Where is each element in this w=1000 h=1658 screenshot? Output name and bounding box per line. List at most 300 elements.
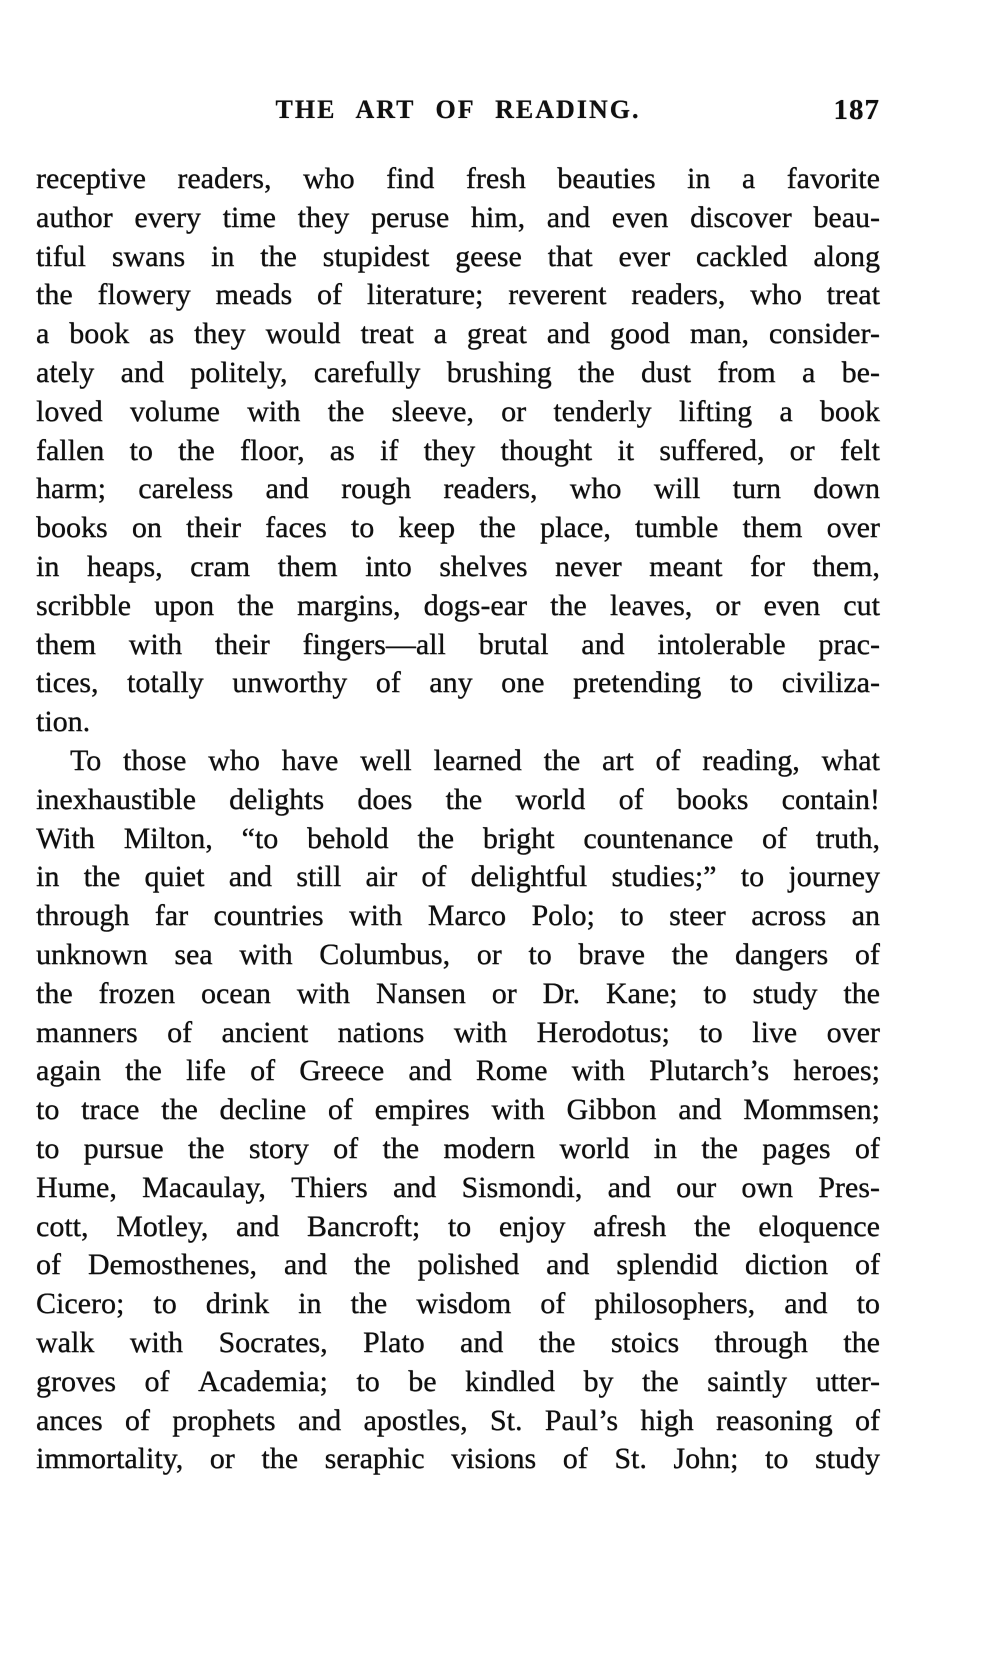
page-body [36,160,880,1479]
word: to [350,511,375,545]
word: their [214,627,270,661]
word: the [83,860,121,894]
word: story [248,1131,309,1165]
word: of [855,1248,880,1282]
word: an [851,899,880,933]
word: behold [306,821,389,855]
word: to [129,433,153,467]
text-line [36,1246,880,1285]
text-line [36,1208,880,1247]
word: favorite [786,162,880,195]
word: who [208,743,260,777]
word: well [360,743,412,777]
word: unworthy [232,666,348,700]
word: the [237,588,274,622]
word: philosophers, [594,1287,756,1321]
word: or [789,433,815,467]
word: ately [36,355,95,389]
word: with [348,899,403,933]
word: learned [433,743,522,777]
word: in [36,549,60,583]
word: swans [111,239,186,273]
word: live [752,1015,798,1049]
word: with [571,1054,625,1088]
word: through [714,1325,808,1359]
word: or [476,937,502,971]
word: they [297,200,350,234]
word: cott, [36,1209,89,1243]
word: shelves [439,549,528,583]
word: visions [451,1442,537,1476]
word: with [247,394,301,428]
word: the [641,1364,679,1398]
word: and [546,317,591,351]
word: study [814,1442,880,1476]
word: good [609,317,670,351]
word: to [620,899,644,933]
word: suffered, [659,433,765,467]
word: of [167,1015,193,1049]
word: the [260,239,297,273]
word: afresh [593,1209,667,1243]
word: fingers—all [302,627,446,661]
word: readers, [631,278,726,312]
word: Motley, [116,1209,209,1243]
word: or [715,588,741,622]
word: book [819,394,880,428]
paragraph [36,160,880,742]
paragraph [36,742,880,1479]
word: with [296,976,351,1010]
word: delightful [470,860,588,894]
word: and [546,200,591,234]
word: sleeve, [391,394,474,428]
word: of [854,1403,880,1437]
word: kindled [465,1364,556,1398]
word: who [302,162,355,195]
word: the [843,976,880,1010]
word: to [153,1287,177,1321]
word: the [382,1131,420,1165]
word: fallen [36,433,105,467]
word: to [528,937,552,971]
word: again [36,1054,101,1088]
word: discover [690,200,792,234]
word: beau- [813,200,880,234]
word: Demosthenes, [87,1248,257,1282]
word: and [607,1170,651,1204]
text-line [36,509,880,548]
word: with [129,1325,184,1359]
word: to [856,1287,880,1321]
word: the [178,433,215,467]
word: in [298,1287,322,1321]
word: and [784,1287,828,1321]
text-line [36,276,880,315]
word: the [417,821,455,855]
word: in [36,860,60,894]
word: the [36,278,73,312]
text-line [36,781,880,820]
word: totally [127,666,204,700]
word: scribble [36,588,131,622]
word: if [380,433,399,467]
word: readers, [443,472,538,506]
text-line [36,1130,880,1169]
word: the [161,1093,198,1127]
text-line: tion. [36,705,91,739]
text-line [36,1014,880,1053]
word: the [327,394,365,428]
word: world [559,1131,630,1165]
word: to [36,1093,60,1127]
word: steer [669,899,726,933]
word: to [447,1209,472,1243]
text-line [36,820,880,859]
word: book [69,317,130,351]
word: or [491,976,517,1010]
word: geese [455,239,522,273]
word: receptive [36,162,146,195]
word: and [265,472,309,506]
word: by [583,1364,614,1398]
word: delights [229,782,325,816]
word: who [750,278,802,312]
word: literature; [366,278,484,312]
word: a [779,394,793,428]
word: upon [154,588,215,622]
word: life [185,1054,226,1088]
word: with [239,937,293,971]
word: fresh [465,162,526,195]
text-line [36,393,880,432]
word: rough [341,472,412,506]
word: have [281,743,339,777]
word: thought [500,433,593,467]
word: great [466,317,527,351]
word: tiful [36,239,86,273]
word: faces [265,511,327,545]
word: prac- [818,627,880,661]
word: brutal [478,627,549,661]
word: to [36,1131,60,1165]
word: him, [470,200,526,234]
word: enjoy [498,1209,566,1243]
text-line [36,858,880,897]
word: the [701,1131,738,1165]
word: of [316,278,342,312]
word: drink [205,1287,270,1321]
word: of [250,1054,276,1088]
word: modern [443,1131,536,1165]
word: the [671,937,709,971]
word: ances [36,1403,103,1437]
word: eloquence [758,1209,880,1243]
word: of [144,1364,170,1398]
word: bright [482,821,555,855]
word: them [36,627,96,661]
word: one [501,666,545,700]
word: the [350,1287,388,1321]
word: art [602,743,634,777]
word: countenance [583,821,734,855]
word: carefully [313,355,421,389]
word: Kane; [605,976,678,1010]
running-head [36,92,880,128]
word: those [123,743,187,777]
word: cram [190,549,251,583]
text-line [36,897,880,936]
word: loved [36,394,103,428]
text-line [36,199,880,238]
word: ocean [200,976,271,1010]
word: quiet [144,860,205,894]
word: never [555,549,622,583]
word: on [131,511,162,545]
word: dangers [734,937,829,971]
text-line [36,1402,880,1441]
word: over [826,1015,880,1049]
word: and [283,1248,328,1282]
word: even [763,588,821,622]
word: a [36,317,50,351]
word: air [365,860,398,894]
word: and [546,1248,590,1282]
word: cut [843,588,880,622]
word: far [154,899,189,933]
word: splendid [616,1248,718,1282]
word: truth, [815,821,880,855]
word: high [640,1403,694,1437]
text-line [36,936,880,975]
word: Socrates, [218,1325,328,1359]
word: Dr. [542,976,581,1010]
word: or [501,394,527,428]
word: the [261,1442,299,1476]
text-line [36,432,880,471]
word: over [826,511,880,545]
word: own [741,1170,794,1204]
word: of [540,1287,566,1321]
text-line [36,975,880,1014]
word: that [547,239,593,273]
word: who [569,472,622,506]
word: tenderly [553,394,652,428]
word: the [479,511,516,545]
word: inexhaustible [36,782,196,816]
word: Cicero; [36,1287,125,1321]
word: Herodotus; [536,1015,670,1049]
word: stoics [610,1325,680,1359]
text-line [36,160,880,199]
word: polished [417,1248,520,1282]
text-line [36,1285,880,1324]
word: Bancroft; [306,1209,421,1243]
word: ancient [221,1015,309,1049]
word: Nansen [375,976,466,1010]
word: the [843,1325,880,1359]
word: tices, [36,666,99,700]
word: intolerable [657,627,786,661]
word: the [125,1054,162,1088]
text-line [36,470,880,509]
word: pretending [572,666,702,700]
word: Sismondi, [461,1170,583,1204]
word: will [653,472,701,506]
word: of [124,1403,150,1437]
word: time [222,200,276,234]
word: into [365,549,412,583]
word: and [120,355,164,389]
text-line [36,742,880,781]
text-line [36,664,880,703]
word: flowery [97,278,191,312]
word: beauties [557,162,656,195]
word: of [618,782,644,816]
text-line [36,548,880,587]
word: Marco [427,899,507,933]
word: studies;” [611,860,717,894]
word: and [460,1325,504,1359]
word: down [813,472,880,506]
word: they [194,317,246,351]
word: the [187,1131,225,1165]
word: and [392,1170,437,1204]
word: turn [732,472,781,506]
word: walk [36,1325,95,1359]
word: them [742,511,803,545]
word: floor, [239,433,305,467]
word: books [676,782,749,816]
word: the [445,782,483,816]
word: margins, [296,588,401,622]
word: or [209,1442,235,1476]
word: brave [578,937,645,971]
word: across [751,899,827,933]
word: world [515,782,586,816]
word: as [329,433,355,467]
word: diction [744,1248,829,1282]
word: Plutarch’s [649,1054,770,1088]
word: reasoning [716,1403,833,1437]
word: man, [689,317,749,351]
word: trace [81,1093,140,1127]
word: meads [215,278,293,312]
word: and [235,1209,280,1243]
word: pages [762,1131,831,1165]
word: and [228,860,273,894]
word: empires [374,1093,470,1127]
word: of [375,666,401,700]
word: pursue [83,1131,164,1165]
word: consider- [768,317,880,351]
word: Academia; [197,1364,328,1398]
word: and [581,627,625,661]
text-line [36,1363,880,1402]
word: Milton, [123,821,213,855]
word: the [543,743,581,777]
word: books [36,511,108,545]
word: Columbus, [319,937,451,971]
text-line [36,587,880,626]
word: of [854,937,880,971]
word: every [134,200,201,234]
word: Pres- [818,1170,880,1204]
word: stupidest [322,239,430,273]
word: apostles, [363,1403,468,1437]
text-line [36,1169,880,1208]
word: harm; [36,472,106,506]
word: saintly [707,1364,788,1398]
word: in [211,239,235,273]
word: nations [337,1015,425,1049]
word: Paul’s [544,1403,619,1437]
word: felt [839,433,880,467]
word: their [186,511,241,545]
word: with [491,1093,545,1127]
word: does [357,782,413,816]
word: a [801,355,816,389]
word: treat [360,317,414,351]
word: any [429,666,473,700]
word: keep [398,511,456,545]
word: through [36,899,130,933]
word: Mommsen; [743,1093,880,1127]
text-line [36,315,880,354]
word: the [694,1209,731,1243]
word: our [676,1170,717,1204]
word: a [741,162,756,195]
word: of [655,743,681,777]
text-line [36,1324,880,1363]
word: careless [138,472,234,506]
word: With [36,821,95,855]
word: manners [36,1015,138,1049]
word: Plato [362,1325,425,1359]
word: St. [489,1403,523,1437]
word: civiliza- [781,666,880,700]
word: of [762,821,788,855]
word: brushing [446,355,552,389]
word: along [813,239,880,273]
word: it [617,433,634,467]
word: tumble [634,511,719,545]
word: place, [540,511,611,545]
word: study [752,976,818,1010]
word: of [333,1131,359,1165]
word: journey [788,860,880,894]
word: from [717,355,776,389]
word: To [70,743,102,777]
word: utter- [815,1364,880,1398]
word: reverent [508,278,607,312]
word: the [354,1248,391,1282]
word: wisdom [416,1287,512,1321]
word: immortality, [36,1442,184,1476]
word: Greece [299,1054,385,1088]
word: be [408,1364,437,1398]
word: heaps, [86,549,163,583]
word: groves [36,1364,116,1398]
word: heroes; [793,1054,880,1088]
word: “to [241,821,279,855]
word: to [729,666,754,700]
word: Rome [475,1054,548,1088]
word: treat [826,278,880,312]
word: of [562,1442,588,1476]
running-head-title: THE ART OF READING. [275,95,641,124]
word: Polo; [531,899,595,933]
